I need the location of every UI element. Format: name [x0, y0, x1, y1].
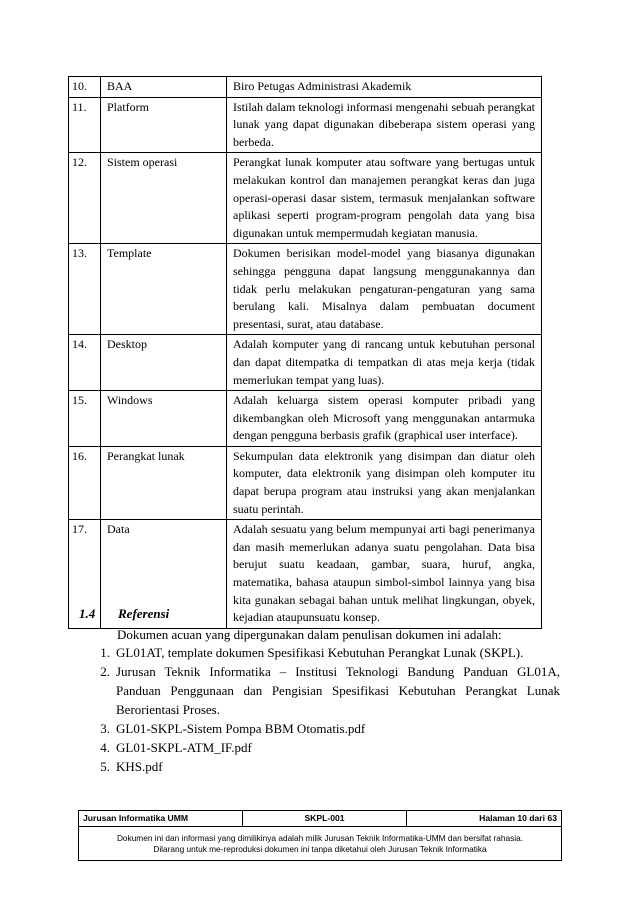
footer-page-number: Halaman 10 dari 63 — [479, 813, 557, 823]
section-intro: Dokumen acuan yang dipergunakan dalam penulisan dokumen ini adalah: — [117, 627, 502, 642]
reference-number: 3. — [100, 721, 110, 736]
glossary-row — [69, 446, 542, 519]
glossary-row — [69, 391, 542, 447]
reference-item — [82, 757, 560, 776]
glossary-description: Dokumen berisikan model-model yang biasanya digunakan sehingga pengguna dapat langsung menggunakannya dan tidak perlu melakukan pengaturan-pengaturan yang sama berulang kali. Misalnya dalam pembuatan document presentasi, surat, atau database. — [227, 244, 542, 335]
glossary-number: 13. — [69, 244, 101, 335]
reference-number: 1. — [100, 645, 110, 660]
reference-item — [82, 643, 560, 662]
footer-notice — [79, 827, 561, 860]
glossary-description: Adalah keluarga sistem operasi komputer pribadi yang dikembangkan oleh Microsoft yang menggunakan antarmuka dengan pengguna berbasis grafik (graphical user interface). — [227, 391, 542, 447]
glossary-row — [69, 244, 542, 335]
footer-document-id: SKPL-001 — [243, 811, 407, 826]
reference-list — [82, 643, 560, 776]
glossary-number: 17. — [69, 520, 101, 629]
reference-item — [82, 662, 560, 719]
reference-text: GL01-SKPL-Sistem Pompa BBM Otomatis.pdf — [116, 721, 366, 736]
reference-item — [82, 738, 560, 757]
glossary-term: Windows — [101, 391, 227, 447]
page-footer — [78, 810, 562, 861]
glossary-number: 16. — [69, 446, 101, 519]
glossary-number: 11. — [69, 97, 101, 153]
glossary-row — [69, 335, 542, 391]
footer-notice-line-1: Dokumen ini dan informasi yang dimilikinya adalah milik Jurusan Teknik Informatika-UMM dan bersifat rahasia. — [116, 833, 524, 843]
glossary-term: Template — [101, 244, 227, 335]
reference-text: GL01-SKPL-ATM_IF.pdf — [116, 740, 252, 755]
glossary-description: Perangkat lunak komputer atau software yang bertugas untuk melakukan kontrol dan manajemen perangkat keras dan juga operasi-operasi dasar sistem, termasuk menjalankan software aplikasi seperti program-program pengolah data yang bisa digunakan untuk mempermudah kegiatan manusia. — [227, 153, 542, 244]
reference-text: KHS.pdf — [116, 759, 163, 774]
section-number: 1.4 — [79, 606, 96, 621]
footer-department: Jurusan Informatika UMM — [79, 811, 243, 826]
glossary-description: Istilah dalam teknologi informasi mengenahi sebuah perangkat lunak yang dapat digunakan dibeberapa sistem operasi yang berbeda. — [227, 97, 542, 153]
glossary-number: 14. — [69, 335, 101, 391]
glossary-row — [69, 153, 542, 244]
glossary-number: 12. — [69, 153, 101, 244]
glossary-term: Perangkat lunak — [101, 446, 227, 519]
glossary-description: Adalah komputer yang di rancang untuk kebutuhan personal dan dapat ditempatka di tempatkan di atas meja kerja (tidak memerlukan tempat yang luas). — [227, 335, 542, 391]
reference-text: Jurusan Teknik Informatika – Institusi Teknologi Bandung Panduan GL01A, Panduan Penggunaan dan Pengisian Spesifikasi Kebutuhan Perangkat Lunak Berorientasi Proses. — [116, 664, 560, 717]
glossary-term: BAA — [101, 77, 227, 98]
glossary-number: 10. — [69, 77, 101, 98]
glossary-term: Data — [101, 520, 227, 629]
glossary-description: Sekumpulan data elektronik yang disimpan dan diatur oleh komputer, data elektronik yang disimpan oleh komputer itu dapat berupa program atau instruksi yang akan menjalankan suatu perintah. — [227, 446, 542, 519]
reference-number: 4. — [100, 740, 110, 755]
section-heading — [79, 606, 169, 622]
glossary-number: 15. — [69, 391, 101, 447]
glossary-term: Sistem operasi — [101, 153, 227, 244]
reference-text: GL01AT, template dokumen Spesifikasi Kebutuhan Perangkat Lunak (SKPL). — [116, 645, 524, 660]
glossary-description: Biro Petugas Administrasi Akademik — [227, 77, 542, 98]
glossary-row — [69, 77, 542, 98]
glossary-term: Desktop — [101, 335, 227, 391]
glossary-table — [68, 76, 542, 629]
section-title: Referensi — [118, 606, 170, 621]
glossary-description: Adalah sesuatu yang belum mempunyai arti bagi penerimanya dan masih memerlukan adanya suatu pengolahan. Data bisa berujut suatu keadaan, gambar, suara, huruf, angka, matematika, bahasa ataupun simbol-simbol lainnya yang bisa kita gunakan sebagai bahan untuk melihat lingkungan, obyek, kejadian ataupunsuatu konsep. — [227, 520, 542, 629]
glossary-row — [69, 97, 542, 153]
reference-item — [82, 719, 560, 738]
glossary-term: Platform — [101, 97, 227, 153]
reference-number: 2. — [100, 664, 110, 679]
footer-notice-line-2: Dilarang untuk me-reproduksi dokumen ini tanpa diketahui oleh Jurusan Teknik Informatika — [153, 844, 487, 854]
reference-number: 5. — [100, 759, 110, 774]
